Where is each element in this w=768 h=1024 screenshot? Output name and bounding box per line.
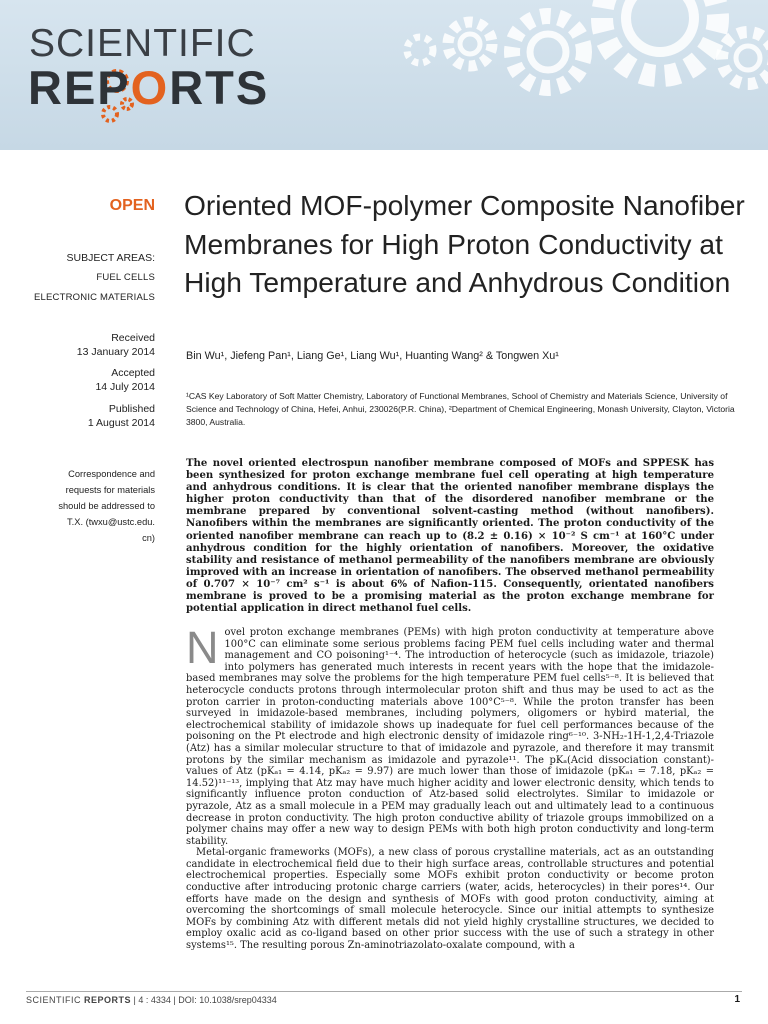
author-list: Bin Wu¹, Jiefeng Pan¹, Liang Ge¹, Liang Wu¹, Huanting Wang² & Tongwen Xu¹ — [186, 350, 559, 362]
footer-rule — [26, 991, 742, 992]
journal-logo-bottom: REPORTS — [28, 61, 270, 114]
drop-cap: N — [186, 622, 219, 673]
subject-area-link[interactable]: ELECTRONIC MATERIALS — [33, 292, 155, 303]
published-date: 1 August 2014 — [87, 417, 155, 429]
published-label: Published — [108, 403, 155, 415]
affiliations: ¹CAS Key Laboratory of Soft Matter Chemistry, Laboratory of Functional Membranes, School of Chemistry and Materials Science, University of Science and Technology of China, Hefei, Anhui, 230026(P.R. China), ²Department of Chemical Engineering, Monash University, Clayton, Victoria 3800, Australia. — [186, 391, 735, 427]
subject-area-link[interactable]: FUEL CELLS — [96, 272, 155, 283]
received-label: Received — [111, 332, 155, 344]
correspondence-email[interactable]: T.X. (twxu@ustc.edu. — [67, 517, 155, 527]
subject-areas-heading: SUBJECT AREAS: — [66, 252, 155, 264]
abstract: The novel oriented electrospun nanofiber membrane composed of MOFs and SPPESK has been synthesized for proton exchange membrane fuel cell operating at high temperature and anhydrous conditions. It is clear that the oriented nanofiber membrane displays the higher proton conductivity than that of the disordered nanofiber membrane or the membrane prepared by conventional solvent-casting method (without nanofibers). Nanofibers within the membranes are significantly oriented. The proton conductivity of the oriented nanofiber membrane can reach up to (8.2 ± 0.16) × 10⁻² S cm⁻¹ at 160°C under anhydrous condition for the highly orientation of nanofibers. Moreover, the oxidative stability and resistance of methanol permeability of the nanofibers membrane are obviously improved with an increase in orientation of nanofibers. The observed methanol permeability of 0.707 × 10⁻⁷ cm² s⁻¹ is about 6% of Nafion-115. Consequently, orientated nanofibers membrane is proved to be a promising material as the proton exchange membrane for potential application in direct methanol fuel cells. — [186, 458, 714, 615]
accepted-label: Accepted — [111, 367, 155, 379]
paragraph: Novel proton exchange membranes (PEMs) with high proton conductivity at temperature above 100°C can eliminate some serious problems facing PEM fuel cells including water and thermal management and CO poisoning¹⁻⁴. The introduction of heterocycle (such as imidazole, triazole) into polymers has generated much interests in recent years with the hope that the imidazole-based membranes may solve the problems for the high temperature PEM fuel cells⁵⁻⁸. It is believed that heterocycle conducts protons through intermolecular proton shift and thus may be used to act as the proton carrier in proton-conducting materials above 100°C⁵⁻⁸. While the proton transfer has been surveyed in imidazole-based membranes, including polymers, oligomers or hybird material, the electrochemical stability of imidazole shows up inadequate for fuel cell performances because of the poisoning on the Pt electrode and high electronic density of imidazole ring⁶⁻¹⁰. 3-NH₂-1H-1,2,4-Triazole (Atz) has a similar molecular structure to that of imidazole and pyrazole, and therefore it may transmit protons by the similar mechanism as imidazole and pyrazole¹¹. The pKₐ(Acid dissociation constant)-values of Atz (pKₐ₁ = 4.14, pKₐ₂ = 9.97) are much lower than those of imidazole (pKₐ₁ = 7.18, pKₐ₂ = 14.52)¹¹⁻¹³, implying that Atz may have much higher acidity and lower electronic density, which tends to significantly influence proton conduction of Atz-based solid electrolytes. Similar to imidazole or pyrazole, Atz as a small molecule in a PEM may gradually leach out and ultimately lead to a continuous decrease in proton conductivity. The high proton conductive ability of triazole groups immobilized on a polymer chains may offer a new way to design PEMs with both high proton conductivity and long-term stability. — [186, 622, 714, 847]
accepted-date: 14 July 2014 — [95, 381, 155, 393]
paragraph: Metal-organic frameworks (MOFs), a new class of porous crystalline materials, act as an outstanding candidate in electrochemical field due to their high surface areas, controllable structures and potential electrochemical properties. Especially some MOFs exhibit proton conductivity or become proton conductive after introducing protonic charge carriers (water, acids, heterocycles) in their pores¹⁴. Our efforts have made on the design and synthesis of MOFs with good proton conductivity, aiming at overcoming the shortcomings of small molecule heterocycle. Since our initial attempts to synthesize MOFs by combining Atz with different metals did not yield highly crystalline structures, we decided to employ oxalic acid as co-ligand based on other prior success with the use of such a strategy in other systems¹⁵. The resulting porous Zn-aminotriazolato-oxalate compound, with a — [186, 847, 714, 952]
received-date: 13 January 2014 — [76, 346, 155, 358]
article-body — [186, 622, 714, 952]
journal-logo-top: SCIENTIFIC — [29, 22, 256, 65]
footer-citation: SCIENTIFIC REPORTS | 4 : 4334 | DOI: 10.1038/srep04334 — [26, 995, 277, 1005]
article-title: Oriented MOF-polymer Composite Nanofiber Membranes for High Proton Conductivity at High Temperature and Anhydrous Condition — [184, 189, 745, 298]
correspondence-note: Correspondence and requests for materials should be addressed to T.X. (twxu@ustc.edu. cn) — [20, 466, 155, 546]
open-access-label: OPEN — [109, 197, 155, 214]
page-number: 1 — [734, 994, 740, 1005]
journal-banner — [0, 0, 768, 150]
